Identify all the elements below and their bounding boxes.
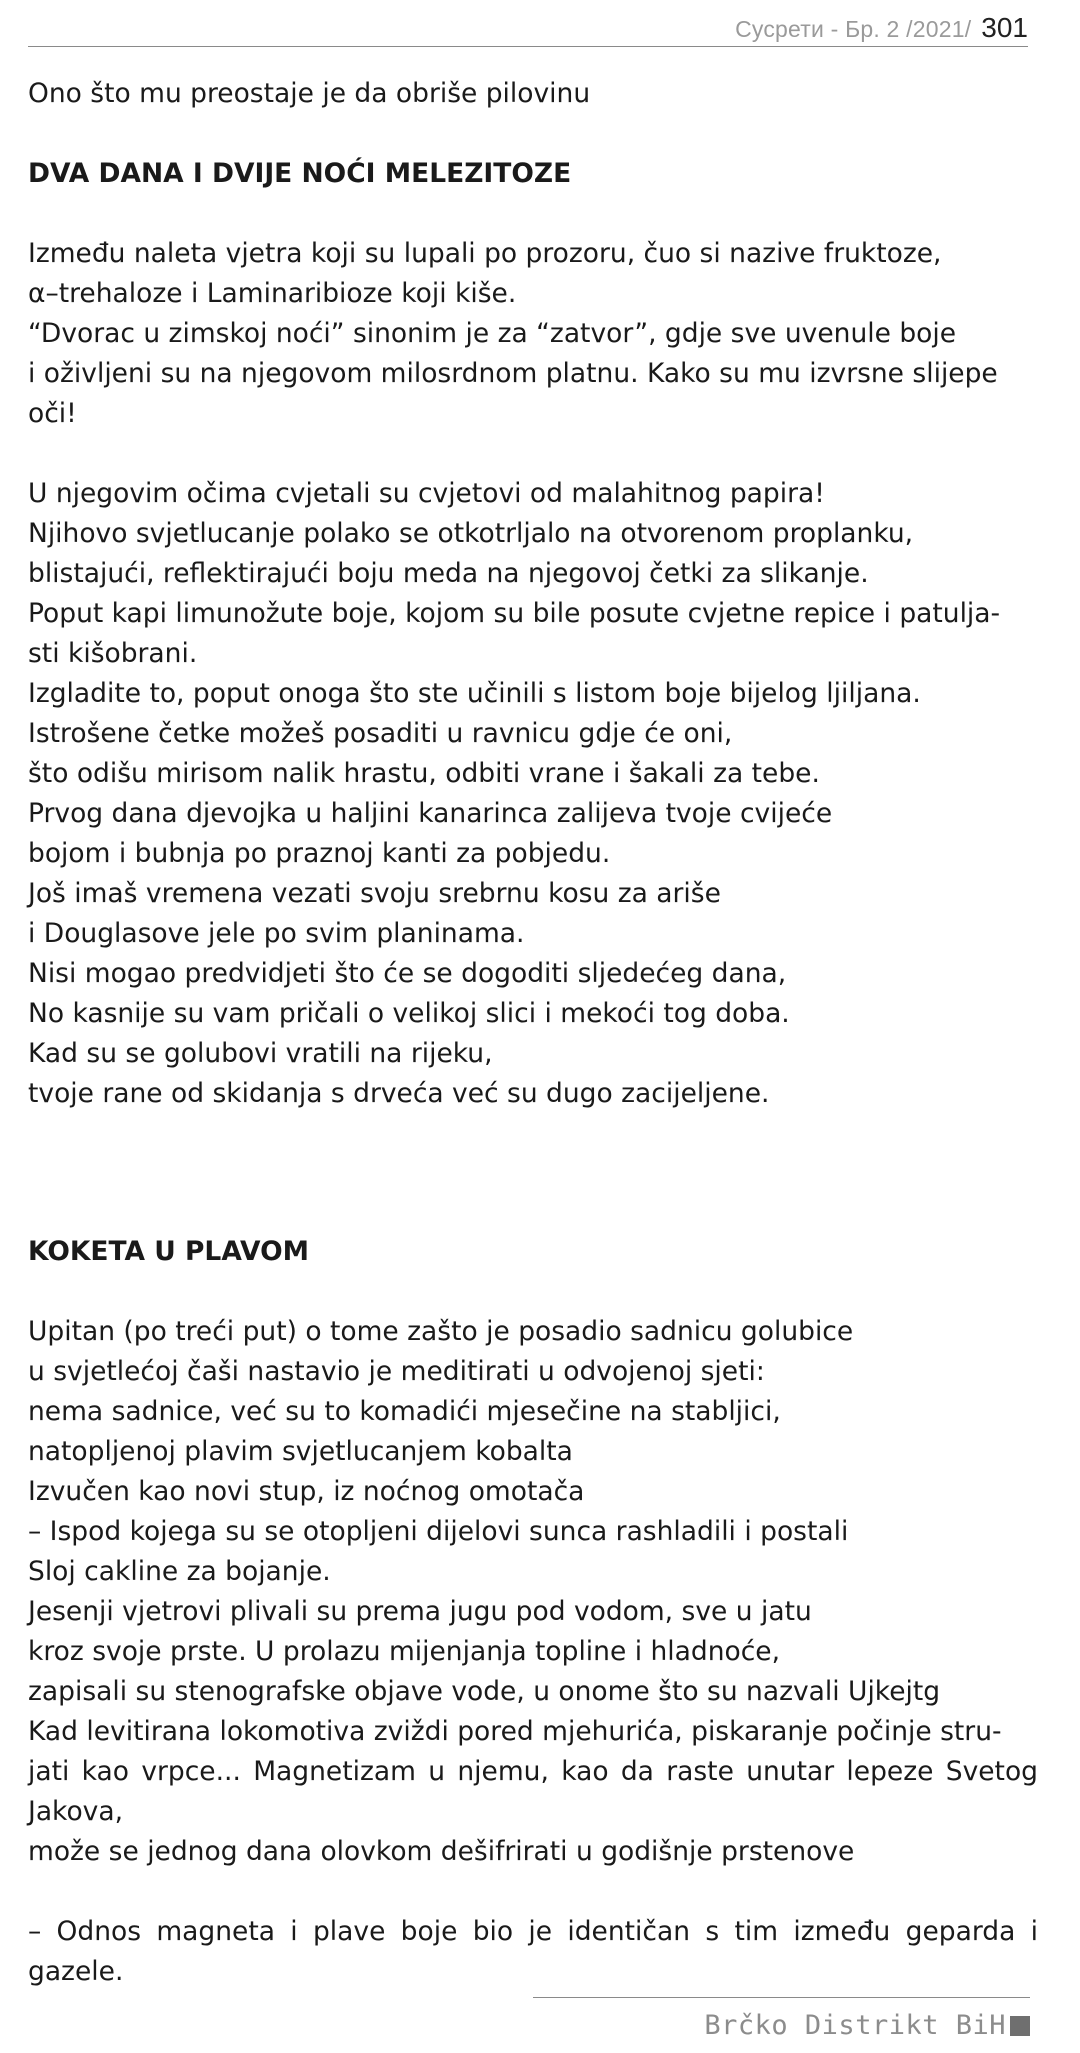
footer-square-icon: [1010, 2016, 1030, 2036]
verse-line: nema sadnice, već su to komadići mjesečine na stabljici,: [28, 1396, 781, 1427]
verse-line: i Douglasove jele po svim planinama.: [28, 918, 525, 949]
journal-title: Сусрети - Бр. 2 /2021/: [735, 16, 972, 42]
verse-line: Prvog dana djevojka u haljini kanarinca zalijeva tvoje cvijeće: [28, 798, 833, 829]
page-header: [28, 10, 1028, 47]
footer-label: Brčko Distrikt BiH: [704, 2010, 1006, 2041]
stanza: [28, 234, 1038, 434]
verse-line: može se jednog dana olovkom dešifrirati u godišnje prstenove: [28, 1836, 855, 1867]
verse-line: zapisali su stenografske objave vode, u onome što su nazvali Ujkejtg: [28, 1676, 941, 1707]
verse-line: Još imaš vremena vezati svoju srebrnu kosu za ariše: [28, 878, 721, 909]
verse-line: natopljenoj plavim svjetlucanjem kobalta: [28, 1436, 573, 1467]
verse-line: Poput kapi limunožute boje, kojom su bile posute cvjetne repice i patulja-: [28, 598, 1001, 629]
stanza: [28, 1312, 1038, 1872]
verse-line: Izgladite to, poput onoga što ste učinili s listom boje bijelog ljiljana.: [28, 678, 921, 709]
verse-line: Njihovo svjetlucanje polako se otkotrljalo na otvorenom proplanku,: [28, 518, 914, 549]
verse-line: Izvučen kao novi stup, iz noćnog omotača: [28, 1476, 585, 1507]
poem-title: KOKETA U PLAVOM: [28, 1236, 309, 1267]
verse-line: α–trehaloze i Laminaribioze koji kiše.: [28, 278, 517, 309]
header-right: [735, 12, 1028, 44]
verse-line: Jakova,: [28, 1796, 124, 1827]
verse-line: “Dvorac u zimskoj noći” sinonim je za “zatvor”, gdje sve uvenule boje: [28, 318, 957, 349]
verse-line: Istrošene četke možeš posaditi u ravnicu gdje će oni,: [28, 718, 733, 749]
verse-line: Nisi mogao predvidjeti što će se dogoditi sljedećeg dana,: [28, 958, 787, 989]
verse-line: jati kao vrpce... Magnetizam u njemu, kao da raste unutar lepeze Svetog: [28, 1756, 1038, 1787]
verse-line: Kad levitirana lokomotiva zviždi pored mjehurića, piskaranje počinje stru-: [28, 1716, 1002, 1747]
verse-line: kroz svoje prste. U prolazu mijenjanja topline i hladnoće,: [28, 1636, 781, 1667]
verse-line: No kasnije su vam pričali o velikoj slici i mekoći tog doba.: [28, 998, 790, 1029]
verse-line: Kad su se golubovi vratili na rijeku,: [28, 1038, 493, 1069]
verse-line: bojom i bubnja po praznoj kanti za pobjedu.: [28, 838, 611, 869]
verse-line: u svjetlećoj čaši nastavio je meditirati u odvojenoj sjeti:: [28, 1356, 765, 1387]
verse-line: – Ispod kojega su se otopljeni dijelovi sunca rashladili i postali: [28, 1516, 849, 1547]
verse-line: Između naleta vjetra koji su lupali po prozoru, čuo si nazive fruktoze,: [28, 238, 942, 269]
page-number: 301: [981, 12, 1028, 43]
verse-line: U njegovim očima cvjetali su cvjetovi od malahitnog papira!: [28, 478, 825, 509]
stanza: [28, 1912, 1038, 1992]
verse-line: što odišu mirisom nalik hrastu, odbiti vrane i šakali za tebe.: [28, 758, 820, 789]
verse-line: gazele.: [28, 1956, 124, 1987]
verse-line: i oživljeni su na njegovom milosrdnom platnu. Kako su mu izvrsne slijepe: [28, 358, 998, 389]
poem-title: DVA DANA I DVIJE NOĆI MELEZITOZE: [28, 158, 572, 189]
verse-line: Jesenji vjetrovi plivali su prema jugu pod vodom, sve u jatu: [28, 1596, 812, 1627]
page-footer: [533, 1997, 1030, 2050]
stanza: [28, 474, 1038, 1114]
verse-line: Sloj cakline za bojanje.: [28, 1556, 331, 1587]
verse-line: tvoje rane od skidanja s drveća već su dugo zacijeljene.: [28, 1078, 770, 1109]
verse-line: – Odnos magneta i plave boje bio je identičan s tim između geparda i: [28, 1916, 1038, 1947]
verse-line: sti kišobrani.: [28, 638, 198, 669]
verse-line: blistajući, reflektirajući boju meda na njegovoj četki za slikanje.: [28, 558, 869, 589]
verse-line: oči!: [28, 398, 77, 429]
verse-line: Upitan (po treći put) o tome zašto je posadio sadnicu golubice: [28, 1316, 854, 1347]
page-content: [28, 74, 1038, 1992]
intro-line: Ono što mu preostaje je da obriše pilovinu: [28, 78, 591, 109]
